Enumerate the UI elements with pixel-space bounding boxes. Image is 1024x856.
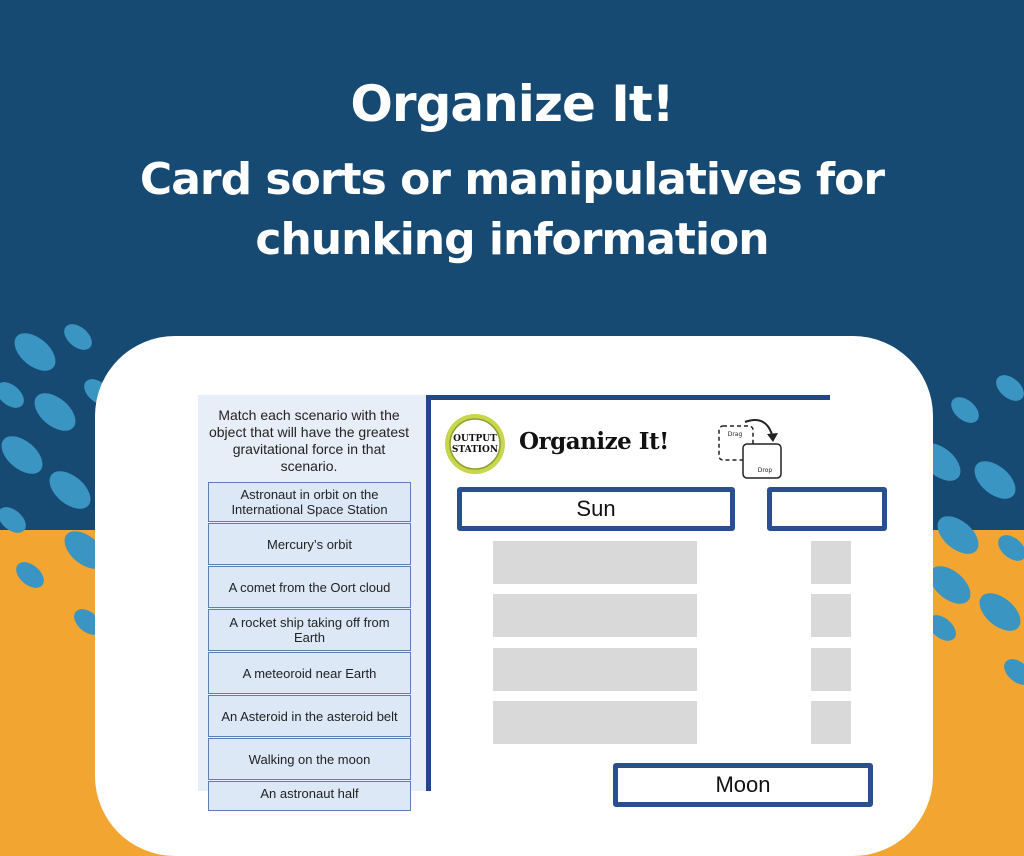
activity-preview <box>198 395 830 801</box>
scenario-card[interactable]: Mercury’s orbit <box>208 523 411 565</box>
headline-title: Organize It! <box>350 75 674 133</box>
scenario-card[interactable]: A rocket ship taking off from Earth <box>208 609 411 651</box>
drop-zone[interactable] <box>493 701 697 744</box>
drop-zone[interactable] <box>493 541 697 584</box>
category-sun: Sun <box>457 487 735 531</box>
drop-zone[interactable] <box>811 594 851 637</box>
scenario-card[interactable]: A meteoroid near Earth <box>208 652 411 694</box>
headline-subtitle-line2: chunking information <box>255 214 769 265</box>
category-moon: Moon <box>613 763 873 807</box>
scenario-card[interactable]: An astronaut half <box>208 781 411 811</box>
drop-zone[interactable] <box>811 648 851 691</box>
badge-line2: STATION <box>451 445 499 455</box>
drop-zone[interactable] <box>493 594 697 637</box>
scenario-card[interactable]: An Asteroid in the asteroid belt <box>208 695 411 737</box>
scenario-card[interactable]: Walking on the moon <box>208 738 411 780</box>
badge-line1: OUTPUT <box>453 434 497 444</box>
headline <box>0 72 1024 270</box>
output-station-badge <box>443 412 507 476</box>
sorting-board <box>426 395 830 797</box>
instructions: Match each scenario with the object that will have the greatest gravitational force in that scenario. <box>208 407 409 474</box>
category-second <box>767 487 887 531</box>
drag-label: Drag <box>727 431 743 438</box>
headline-subtitle-line1: Card sorts or manipulatives for <box>139 154 885 205</box>
scenario-panel <box>198 395 426 801</box>
scenario-card[interactable]: Astronaut in orbit on the International Space Station <box>208 482 411 522</box>
drop-zone[interactable] <box>811 541 851 584</box>
drag-drop-icon <box>717 412 787 482</box>
drop-zone[interactable] <box>493 648 697 691</box>
scenario-card[interactable]: A comet from the Oort cloud <box>208 566 411 608</box>
board-title: Organize It! <box>519 428 669 455</box>
drop-label: Drop <box>757 467 773 474</box>
drop-zone[interactable] <box>811 701 851 744</box>
